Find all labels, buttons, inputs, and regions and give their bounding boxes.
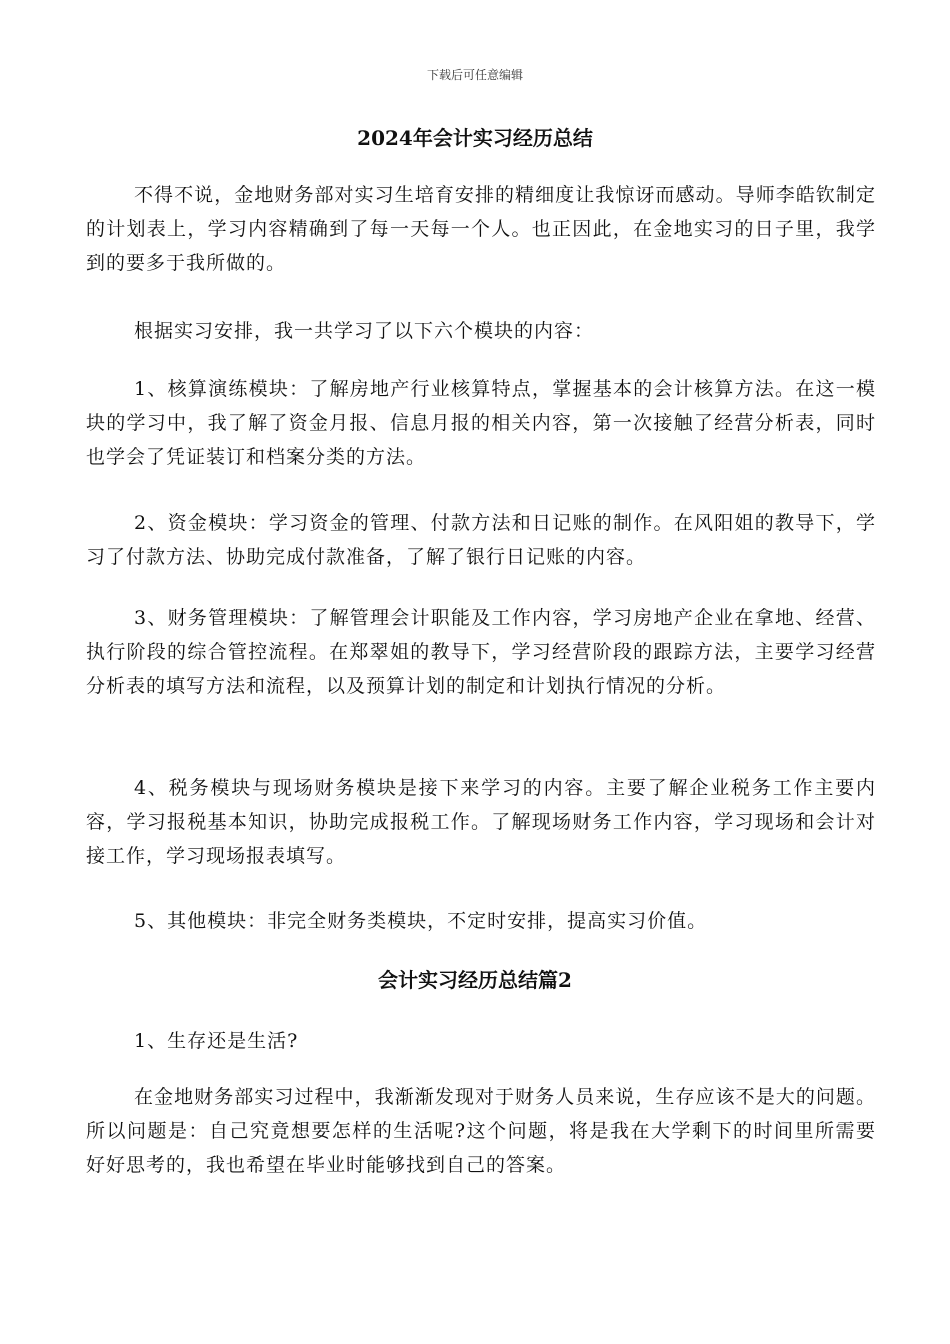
paragraph-intro: 不得不说，金地财务部对实习生培育安排的精细度让我惊讶而感动。导师李皓钦制定的计划表上，学习内容精确到了每一天每一个人。也正因此，在金地实习的日子里，我学到的要多于我所做的。 bbox=[86, 184, 876, 274]
paragraph-module-4: 4、税务模块与现场财务模块是接下来学习的内容。主要了解企业税务工作主要内容，学习报税基本知识，协助完成报税工作。了解现场财务工作内容，学习现场和会计对接工作，学习现场报表填写。 bbox=[86, 777, 876, 867]
paragraph-module-2: 2、资金模块：学习资金的管理、付款方法和日记账的制作。在风阳姐的教导下，学习了付款方法、协助完成付款准备，了解了银行日记账的内容。 bbox=[86, 512, 876, 568]
header-note: 下载后可任意编辑 bbox=[426, 68, 523, 82]
paragraph-section-2-body: 在金地财务部实习过程中，我渐渐发现对于财务人员来说，生存应该不是大的问题。所以问题是：自己究竟想要怎样的生活呢?这个问题，将是我在大学剩下的时间里所需要好好思考的，我也希望在毕业时能够找到自己的答案。 bbox=[86, 1086, 876, 1176]
paragraph-modules-intro: 根据实习安排，我一共学习了以下六个模块的内容： bbox=[134, 320, 595, 342]
paragraph-module-5: 5、其他模块：非完全财务类模块，不定时安排，提高实习价值。 bbox=[134, 910, 708, 932]
section-2-title: 会计实习经历总结篇2 bbox=[378, 968, 572, 992]
paragraph-section-2-heading: 1、生存还是生活? bbox=[134, 1030, 299, 1052]
paragraph-module-1: 1、核算演练模块：了解房地产行业核算特点，掌握基本的会计核算方法。在这一模块的学习中，我了解了资金月报、信息月报的相关内容，第一次接触了经营分析表，同时也学会了凭证装订和档案分类的方法。 bbox=[86, 378, 876, 468]
paragraph-module-3: 3、财务管理模块：了解管理会计职能及工作内容，学习房地产企业在拿地、经营、执行阶段的综合管控流程。在郑翠姐的教导下，学习经营阶段的跟踪方法，主要学习经营分析表的填写方法和流程，以及预算计划的制定和计划执行情况的分析。 bbox=[86, 607, 876, 697]
document-title: 2024年会计实习经历总结 bbox=[357, 126, 593, 150]
